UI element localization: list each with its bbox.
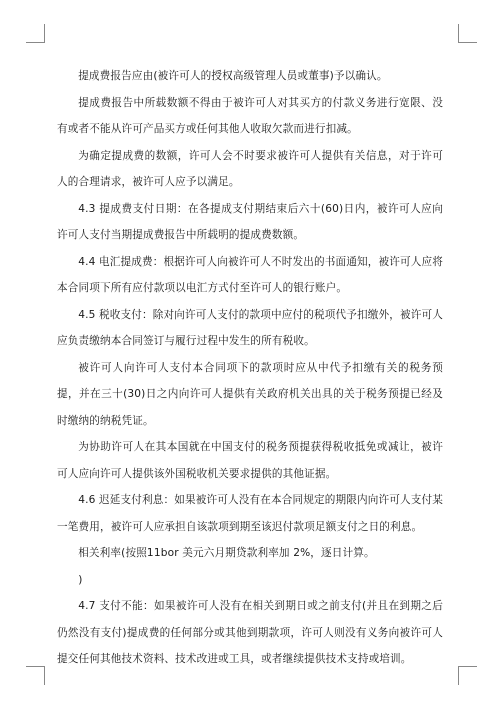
paragraph: 提成费报告中所载数额不得由于被许可人对其买方的付款义务进行宽限、没有或者不能从许可产品买方或任何其他人收取欠款而进行扣减。 <box>57 96 443 135</box>
crop-mark-top-right <box>458 24 477 43</box>
document-body <box>57 63 443 673</box>
paragraph: 为确定提成费的数额，许可人会不时要求被许可人提供有关信息，对于许可人的合理请求，被许可人应予以满足。 <box>57 149 443 188</box>
paragraph: ) <box>78 573 83 586</box>
crop-mark-bottom-left <box>26 666 45 685</box>
crop-mark-bottom-right <box>458 666 477 685</box>
paragraph: 相关利率(按照11bor 美元六月期贷款利率加 2%，逐日计算。 <box>78 547 375 559</box>
paragraph: 4.6 迟延支付利息：如果被许可人没有在本合同规定的期限内向许可人支付某一笔费用，被许可人应承担自该款项到期至该迟付款项足额支付之日的利息。 <box>57 494 443 533</box>
paragraph: 4.5 税收支付：除对向许可人支付的款项中应付的税项代予扣缴外，被许可人应负责缴纳本合同签订与履行过程中发生的所有税收。 <box>57 308 443 347</box>
paragraph: 为协助许可人在其本国就在中国支付的税务预提获得税收抵免或减让，被许可人应向许可人提供该外国税收机关要求提供的其他证据。 <box>57 441 443 480</box>
paragraph: 提成费报告应由(被许可人的授权高级管理人员或董事)予以确认。 <box>78 70 388 82</box>
paragraph: 4.3 提成费支付日期：在各提成支付期结束后六十(60)日内，被许可人应向许可人支付当期提成费报告中所载明的提成费数额。 <box>57 202 443 241</box>
paragraph: 被许可人向许可人支付本合同项下的款项时应从中代予扣缴有关的税务预提，并在三十(30)日之内向许可人提供有关政府机关出具的关于税务预提已经及时缴纳的纳税凭证。 <box>57 361 443 427</box>
paragraph: 4.7 支付不能：如果被许可人没有在相关到期日或之前支付(并且在到期之后仍然没有支付)提成费的任何部分或其他到期款项，许可人则没有义务向被许可人提交任何其他技术资料、技术改进或工具，或者继续提供技术支持或培训。 <box>57 600 443 665</box>
paragraph: 4.4 电汇提成费：根据许可人向被许可人不时发出的书面通知，被许可人应将本合同项下所有应付款项以电汇方式付至许可人的银行账户。 <box>57 255 443 294</box>
crop-mark-top-left <box>26 24 45 43</box>
